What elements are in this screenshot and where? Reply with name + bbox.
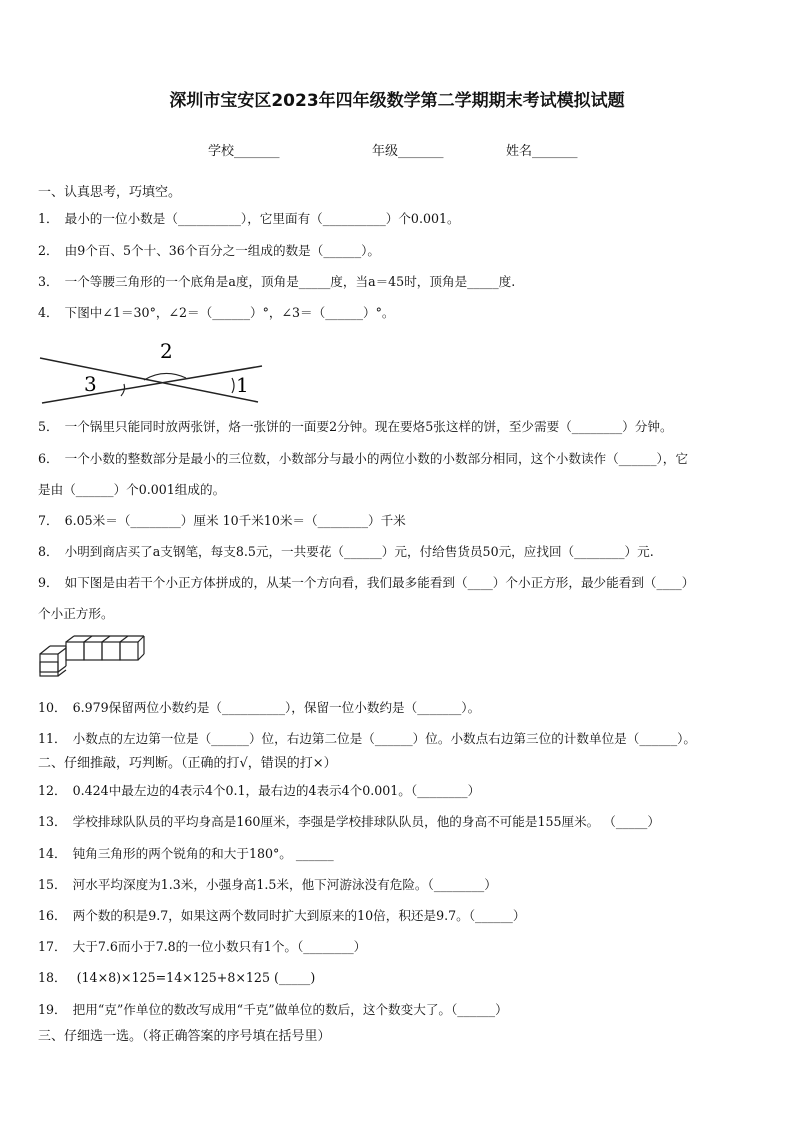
question-4: 4． 下图中∠1＝30°，∠2＝（______）°，∠3＝（______）°。 bbox=[38, 305, 395, 320]
question-16: 16． 两个数的积是9.7，如果这两个数同时扩大到原来的10倍，积还是9.7。（______） bbox=[38, 908, 526, 923]
question-9-cont: 个小正方形。 bbox=[38, 606, 114, 621]
page-title: 深圳市宝安区2023年四年级数学第二学期期末考试模拟试题 bbox=[169, 91, 625, 111]
question-7: 7． 6.05米＝（________）厘米 10千米10米＝（________）千米 bbox=[38, 513, 406, 528]
question-18: 18． (14×8)×125=14×125+8×125 (_____) bbox=[38, 970, 316, 985]
question-15: 15． 河水平均深度为1.3米，小强身高1.5米，他下河游泳没有危险。（________） bbox=[38, 877, 497, 892]
question-9: 9． 如下图是由若干个小正方体拼成的，从某一个方向看，我们最多能看到（____）个小正方形，最少能看到（____） bbox=[38, 575, 695, 590]
question-3: 3． 一个等腰三角形的一个底角是a度，顶角是_____度，当a＝45时，顶角是_____度. bbox=[38, 274, 516, 289]
question-14: 14． 钝角三角形的两个锐角的和大于180°。 ______ bbox=[38, 846, 334, 861]
grade-field: 年级_______ bbox=[372, 144, 444, 159]
question-11: 11． 小数点的左边第一位是（______）位，右边第二位是（______）位。小数点右边第三位的计数单位是（______）。 bbox=[38, 731, 697, 746]
section-choice: 三、仔细选一选。（将正确答案的序号填在括号里） bbox=[38, 1029, 331, 1044]
question-2: 2． 由9个百、5个十、36个百分之一组成的数是（______）。 bbox=[38, 243, 381, 258]
question-6-cont: 是由（______）个0.001组成的。 bbox=[38, 482, 226, 497]
question-6: 6． 一个小数的整数部分是最小的三位数，小数部分与最小的两位小数的小数部分相同，这个小数读作（______），它 bbox=[38, 451, 688, 466]
name-field: 姓名_______ bbox=[506, 144, 578, 159]
angle-label-1: 1 bbox=[236, 373, 249, 397]
angle-label-3: 3 bbox=[84, 372, 97, 396]
question-5: 5． 一个锅里只能同时放两张饼，烙一张饼的一面要2分钟。现在要烙5张这样的饼，至少需要（________）分钟。 bbox=[38, 419, 673, 434]
question-19: 19． 把用“克”作单位的数改写成用“千克”做单位的数后，这个数变大了。（______） bbox=[38, 1002, 508, 1017]
angle-figure bbox=[36, 338, 266, 408]
school-field: 学校_______ bbox=[208, 144, 280, 159]
question-17: 17． 大于7.6而小于7.8的一位小数只有1个。（________） bbox=[38, 939, 367, 954]
question-8: 8． 小明到商店买了a支钢笔，每支8.5元，一共要花（______）元，付给售货员50元，应找回（________）元. bbox=[38, 544, 654, 559]
section-fill-blank: 一、认真思考，巧填空。 bbox=[38, 185, 182, 200]
question-1: 1． 最小的一位小数是（__________），它里面有（__________）个0.001。 bbox=[38, 211, 460, 226]
section-judge: 二、仔细推敲，巧判断。（正确的打√，错误的打×） bbox=[38, 756, 337, 771]
question-12: 12． 0.424中最左边的4表示4个0.1，最右边的4表示4个0.001。（________） bbox=[38, 783, 481, 798]
angle-label-2: 2 bbox=[160, 339, 173, 363]
question-13: 13． 学校排球队队员的平均身高是160厘米，李强是学校排球队队员，他的身高不可能是155厘米。 （_____） bbox=[38, 814, 660, 829]
question-10: 10． 6.979保留两位小数约是（__________），保留一位小数约是（_______）。 bbox=[38, 700, 481, 715]
cube-figure bbox=[36, 634, 146, 680]
